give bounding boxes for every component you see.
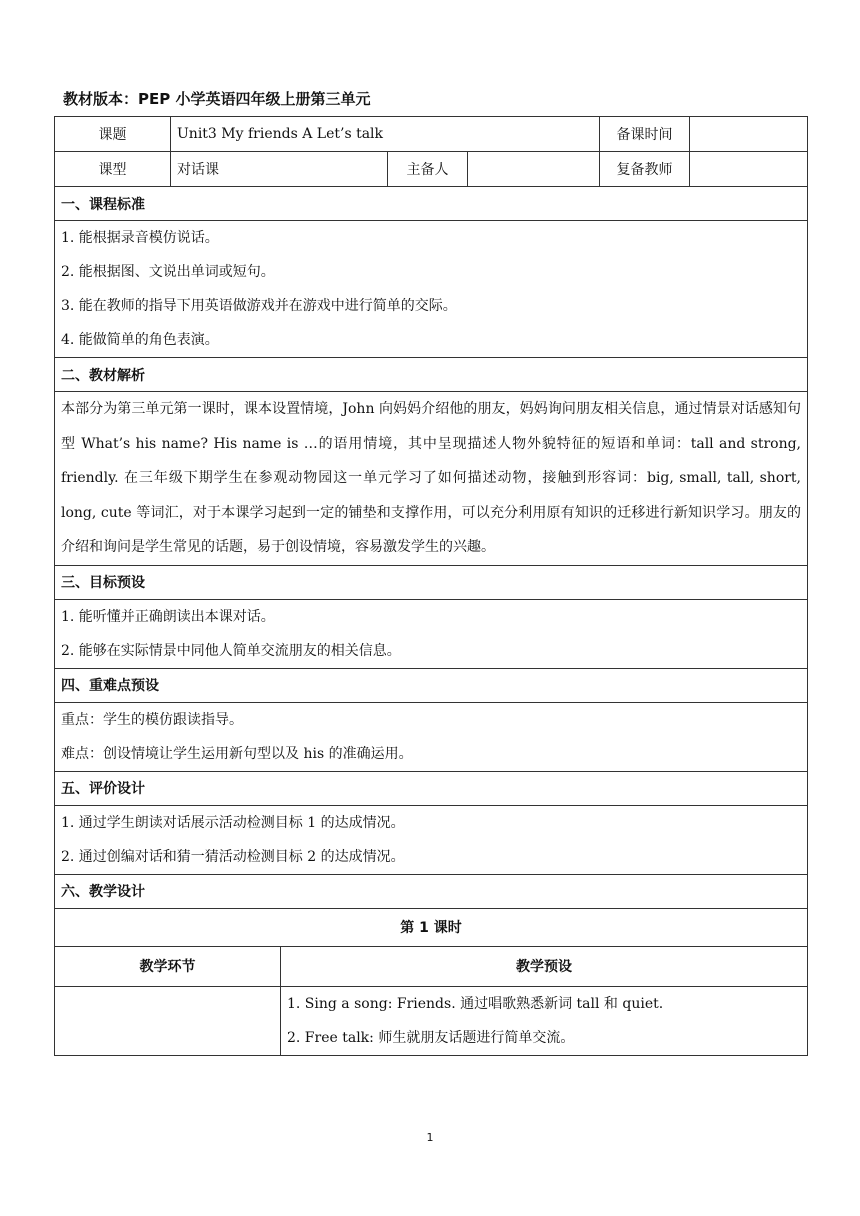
list-item: 2. 通过创编对话和猜一猜活动检测目标 2 的达成情况。 [61, 848, 405, 865]
info-row-topic [55, 117, 808, 152]
section-evaluation-body [55, 805, 808, 874]
section-title: 六、教学设计 [55, 874, 808, 908]
section-design-header [55, 874, 808, 908]
stage-cell [55, 986, 281, 1055]
section-standards-body [55, 221, 808, 358]
list-item: 2. Free talk: 师生就朋友话题进行简单交流。 [287, 1029, 575, 1046]
section-goals-header [55, 565, 808, 599]
page-number: 1 [426, 1131, 434, 1144]
period-label: 第 1 课时 [55, 908, 808, 946]
list-item: 2. 能根据图、文说出单词或短句。 [61, 264, 275, 280]
list-item: 4. 能做简单的角色表演。 [61, 332, 219, 348]
section-keypoints-header [55, 668, 808, 702]
section-title: 四、重难点预设 [55, 668, 808, 702]
info-row-type [55, 152, 808, 187]
list-item: 1. 通过学生朗读对话展示活动检测目标 1 的达成情况。 [61, 814, 405, 831]
topic-value: Unit3 My friends A Let’s talk [171, 117, 600, 152]
lesson-plan-table [54, 116, 808, 1056]
document-title: 教材版本：PEP 小学英语四年级上册第三单元 [63, 90, 371, 108]
type-label: 课型 [55, 152, 171, 187]
section-analysis-body [55, 392, 808, 566]
section-title: 三、目标预设 [55, 565, 808, 599]
section-analysis-header [55, 358, 808, 392]
section-title: 一、课程标准 [55, 187, 808, 221]
section-evaluation-header [55, 771, 808, 805]
topic-label: 课题 [55, 117, 171, 152]
column-header-plan: 教学预设 [281, 946, 808, 986]
lead-teacher-value [468, 152, 600, 187]
section-keypoints-body [55, 702, 808, 771]
list-item: 2. 能够在实际情景中同他人简单交流朋友的相关信息。 [61, 642, 401, 659]
list-item: 3. 能在教师的指导下用英语做游戏并在游戏中进行简单的交际。 [61, 298, 457, 314]
period-row [55, 908, 808, 946]
review-teacher-label: 复备教师 [600, 152, 690, 187]
list-item: 难点：创设情境让学生运用新句型以及 his 的准确运用。 [61, 745, 413, 762]
prep-time-value [690, 117, 808, 152]
review-teacher-value [690, 152, 808, 187]
prep-time-label: 备课时间 [600, 117, 690, 152]
section-goals-body [55, 599, 808, 668]
list-item: 1. 能根据录音模仿说话。 [61, 230, 219, 246]
list-item: 1. 能听懂并正确朗读出本课对话。 [61, 608, 275, 625]
section-title: 五、评价设计 [55, 771, 808, 805]
design-row [55, 986, 808, 1055]
list-item: 1. Sing a song: Friends. 通过唱歌熟悉新词 tall 和 quiet. [287, 995, 664, 1012]
analysis-paragraph: 本部分为第三单元第一课时，课本设置情境，John 向妈妈介绍他的朋友，妈妈询问朋友相关信息，通过情景对话感知句型 What’s his name? His name is …的语用情境，其中呈现描述人物外貌特征的短语和单词：tall and strong, friendly. 在三年级下期学生在参观动物园这一单元学习了如何描述动物，接触到形容词：big, small, tall, short, long, cute 等词汇，对于本课学习起到一定的铺垫和支撑作用，可以充分利用原有知识的迁移进行新知识学习。朋友的介绍和询问是学生常见的话题，易于创设情境，容易激发学生的兴趣。 [55, 392, 808, 566]
lead-teacher-label: 主备人 [388, 152, 468, 187]
section-title: 二、教材解析 [55, 358, 808, 392]
design-column-headers [55, 946, 808, 986]
list-item: 重点：学生的模仿跟读指导。 [61, 711, 243, 728]
column-header-stage: 教学环节 [55, 946, 281, 986]
type-value: 对话课 [171, 152, 388, 187]
section-standards-header [55, 187, 808, 221]
